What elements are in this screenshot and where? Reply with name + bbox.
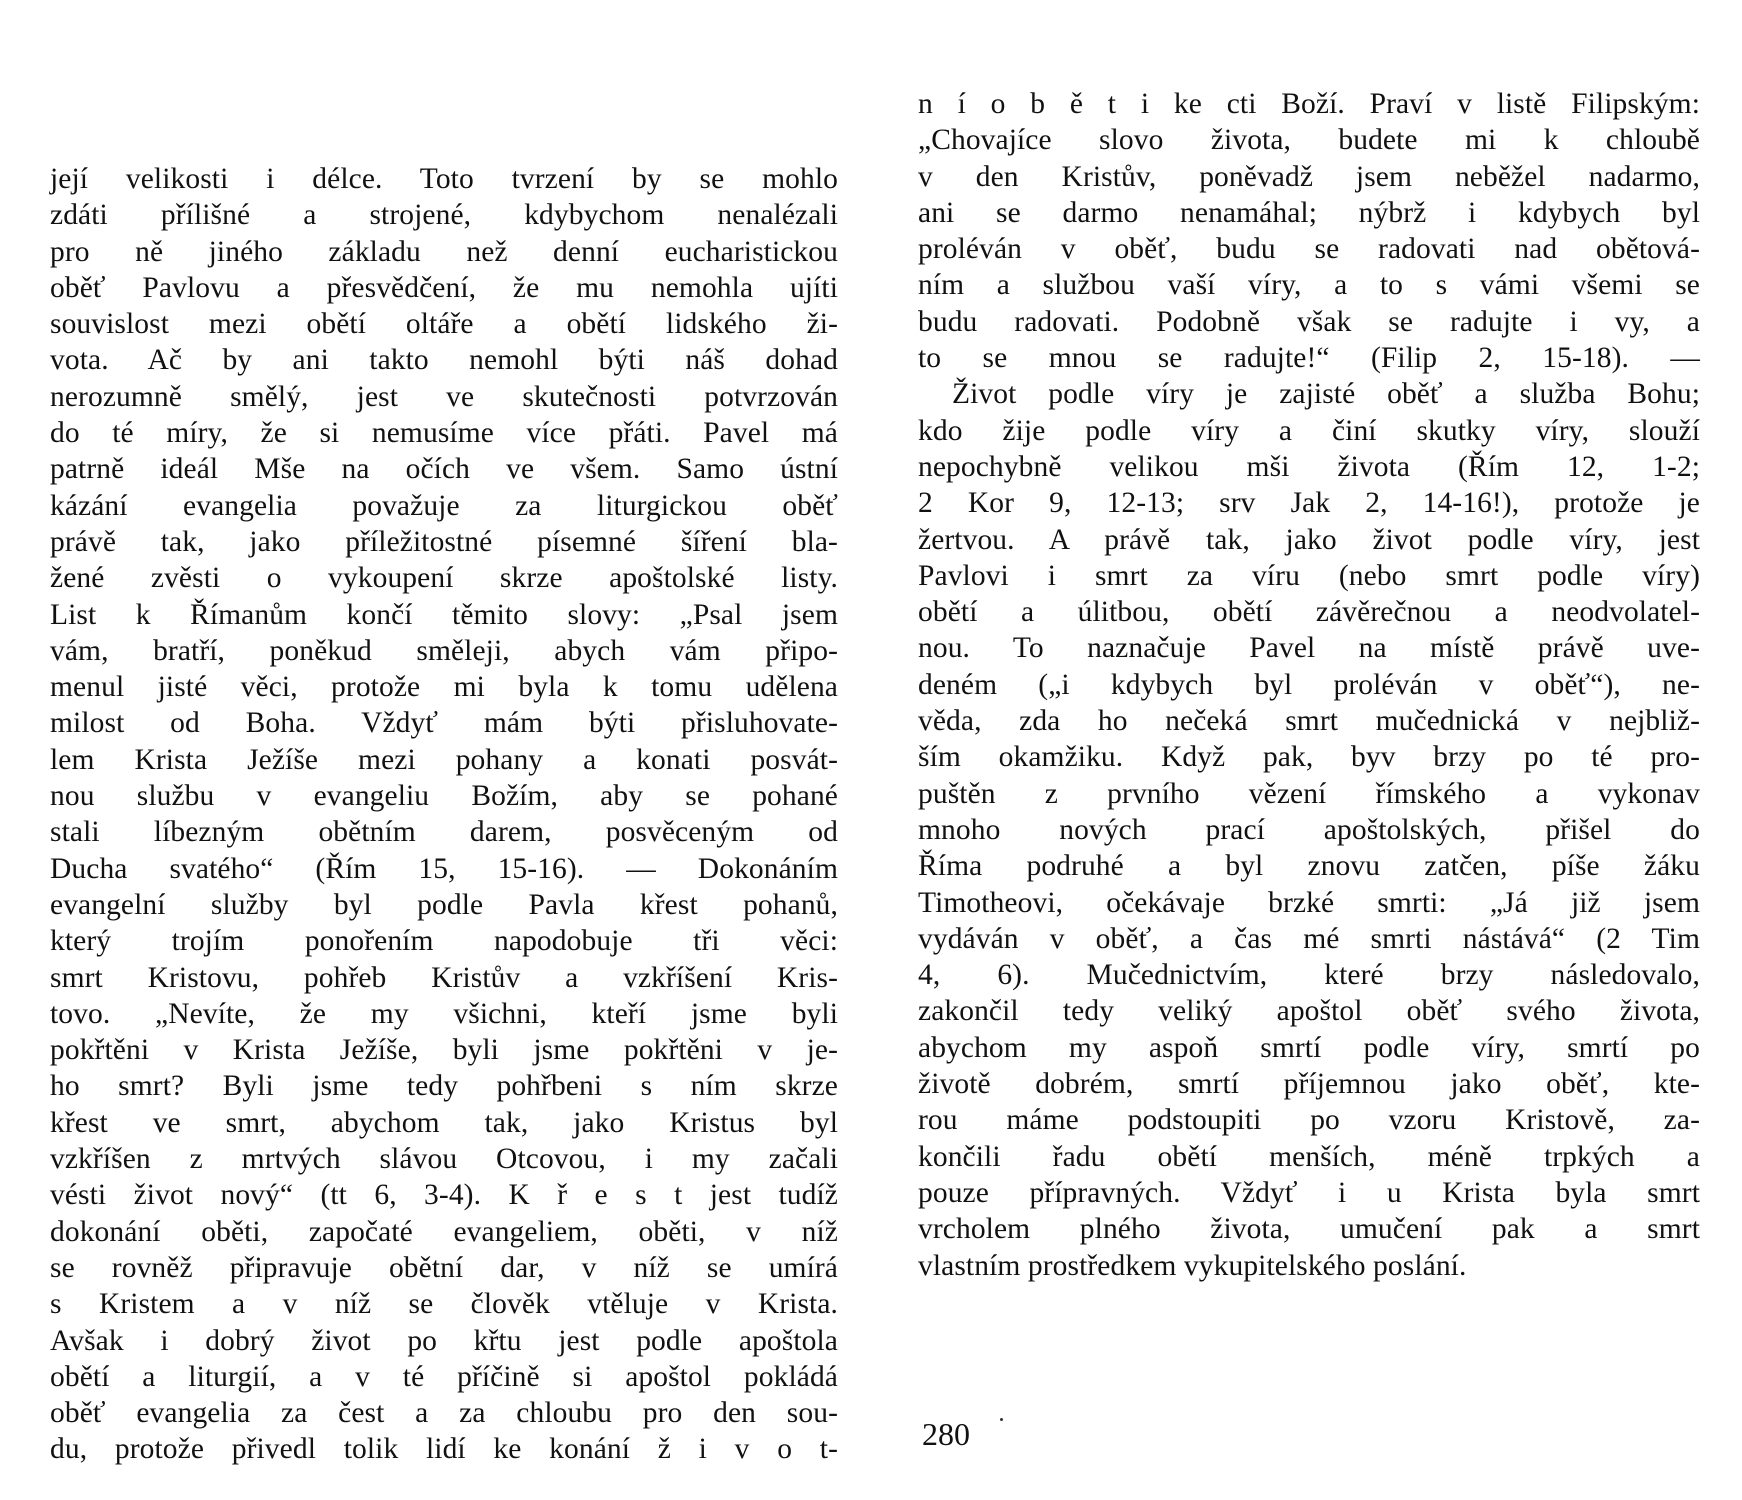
text-line: Ducha svatého“ (Řím 15, 15-16). — Dokonáním	[50, 852, 838, 885]
text-line: vydáván v oběť, a čas mé smrti nástává“ (2 Tim	[918, 922, 1700, 955]
text-line: oběť evangelia za čest a za chloubu pro den sou-	[50, 1397, 838, 1430]
text-line: ním a službou vaší víry, a to s vámi všemi se	[918, 269, 1700, 302]
text-line: vzkříšen z mrtvých slávou Otcovou, i my začali	[50, 1143, 838, 1176]
text-line: nepochybně velikou mši života (Řím 12, 1-2;	[918, 450, 1700, 483]
text-line: pokřtěni v Krista Ježíše, byli jsme pokřtěni v je-	[50, 1034, 838, 1067]
text-line: ším okamžiku. Když pak, byv brzy po té pro-	[918, 741, 1700, 774]
text-line: se rovněž připravuje obětní dar, v níž se umírá	[50, 1251, 838, 1284]
text-line: vám, bratří, poněkud směleji, abych vám připo-	[50, 634, 838, 667]
text-line: vlastním prostředkem vykupitelského poslání.	[918, 1249, 1467, 1282]
text-line: oběť Pavlovu a přesvědčení, že mu nemohla ujíti	[50, 271, 838, 304]
text-line: to se mnou se radujte!“ (Filip 2, 15-18). —	[918, 342, 1700, 375]
text-line: 2 Kor 9, 12-13; srv Jak 2, 14-16!), protože je	[918, 487, 1700, 520]
text-line: zdáti přílišné a strojené, kdybychom nenalézali	[50, 199, 838, 232]
text-line: kdo žije podle víry a činí skutky víry, slouží	[918, 414, 1700, 447]
text-line: vrcholem plného života, umučení pak a smrt	[918, 1213, 1700, 1246]
text-line: mnoho nových prací apoštolských, přišel do	[918, 813, 1700, 846]
text-line: životě dobrém, smrtí příjemnou jako oběť, kte-	[918, 1068, 1700, 1101]
text-line: vésti život nový“ (tt 6, 3-4). K ř e s t jest tudíž	[50, 1179, 838, 1212]
text-line: du, protože přivedl tolik lidí ke konání ž i v o t-	[50, 1433, 838, 1466]
text-line: „Chovajíce slovo života, budete mi k chloubě	[918, 124, 1700, 157]
text-line: obětí a liturgií, a v té příčině si apoštol pokládá	[50, 1360, 838, 1393]
text-line: nerozumně smělý, jest ve skutečnosti potvrzován	[50, 380, 838, 413]
text-line: Pavlovi i smrt za víru (nebo smrt podle víry)	[918, 559, 1700, 592]
text-line: milost od Boha. Vždyť mám býti přisluhovate-	[50, 707, 838, 740]
print-speck	[1000, 1418, 1003, 1421]
text-line: končili řadu obětí menších, méně trpkých a	[918, 1140, 1700, 1173]
text-line: evangelní služby byl podle Pavla křest pohanů,	[50, 888, 838, 921]
text-line: křest ve smrt, abychom tak, jako Kristus byl	[50, 1106, 838, 1139]
text-line: dokonání oběti, započaté evangeliem, oběti, v níž	[50, 1215, 838, 1248]
text-line: žené zvěsti o vykoupení skrze apoštolské listy.	[50, 562, 838, 595]
text-line: který trojím ponořením napodobuje tři věci:	[50, 925, 838, 958]
text-line: její velikosti i délce. Toto tvrzení by se mohlo	[50, 163, 838, 195]
text-line: zakončil tedy veliký apoštol oběť svého života,	[918, 995, 1700, 1028]
text-line: pro ně jiného základu než denní eucharistickou	[50, 235, 838, 268]
right-text-column	[918, 86, 1700, 1284]
text-line: stali líbezným obětním darem, posvěceným od	[50, 816, 838, 849]
text-line: rou máme podstoupiti po vzoru Kristově, za-	[918, 1104, 1700, 1137]
text-line: budu radovati. Podobně však se radujte i vy, a	[918, 305, 1700, 338]
text-line: žertvou. A právě tak, jako život podle víry, jest	[918, 523, 1700, 556]
text-line: vota. Ač by ani takto nemohl býti náš dohad	[50, 344, 838, 377]
text-line: abychom my aspoň smrtí podle víry, smrtí po	[918, 1031, 1700, 1064]
text-line: proléván v oběť, budu se radovati nad obětová-	[918, 233, 1700, 266]
text-line: pouze přípravných. Vždyť i u Krista byla smrt	[918, 1176, 1700, 1209]
text-line: Říma podruhé a byl znovu zatčen, píše žáku	[918, 850, 1700, 883]
text-line: Avšak i dobrý život po křtu jest podle apoštola	[50, 1324, 838, 1357]
text-line: ani se darmo nenamáhal; nýbrž i kdybych byl	[918, 196, 1700, 229]
text-line: tovo. „Nevíte, že my všichni, kteří jsme byli	[50, 997, 838, 1030]
text-line: ho smrt? Byli jsme tedy pohřbeni s ním skrze	[50, 1070, 838, 1103]
text-line: Timotheovi, očekávaje brzké smrti: „Já již jsem	[918, 886, 1700, 919]
text-line: nou službu v evangeliu Božím, aby se pohané	[50, 780, 838, 813]
page-number: 280	[922, 1416, 970, 1452]
text-line: nou. To naznačuje Pavel na místě právě uve-	[918, 632, 1700, 665]
text-line: věda, zda ho nečeká smrt mučednická v nejbliž-	[918, 705, 1700, 738]
text-line: patrně ideál Mše na očích ve všem. Samo ústní	[50, 453, 838, 486]
text-line: do té míry, že si nemusíme více přáti. Pavel má	[50, 417, 838, 450]
text-line: kázání evangelia považuje za liturgickou oběť	[50, 489, 838, 522]
text-line: deném („i kdybych byl proléván v oběť“), ne-	[918, 668, 1700, 701]
text-line: List k Římanům končí těmito slovy: „Psal jsem	[50, 598, 838, 631]
paragraph-start-line: Život podle víry je zajisté oběť a služba Bohu;	[952, 378, 1700, 411]
text-line: smrt Kristovu, pohřeb Kristův a vzkříšení Kris-	[50, 961, 838, 994]
text-line: souvislost mezi obětí oltáře a obětí lidského ži-	[50, 308, 838, 341]
text-line: menul jisté věci, protože mi byla k tomu udělena	[50, 671, 838, 704]
text-line: n í o b ě t i ke cti Boží. Praví v listě Filipským:	[918, 88, 1700, 120]
text-line: s Kristem a v níž se člověk vtěluje v Krista.	[50, 1288, 838, 1321]
text-line: právě tak, jako příležitostné písemné šíření bla-	[50, 525, 838, 558]
text-line: puštěn z prvního vězení římského a vykonav	[918, 777, 1700, 810]
text-line: 4, 6). Mučednictvím, které brzy následovalo,	[918, 959, 1700, 992]
text-line: v den Kristův, poněvadž jsem neběžel nadarmo,	[918, 160, 1700, 193]
text-line: obětí a úlitbou, obětí závěrečnou a neodvolatel-	[918, 596, 1700, 629]
text-line: lem Krista Ježíše mezi pohany a konati posvát-	[50, 743, 838, 776]
left-text-column	[50, 161, 838, 1468]
